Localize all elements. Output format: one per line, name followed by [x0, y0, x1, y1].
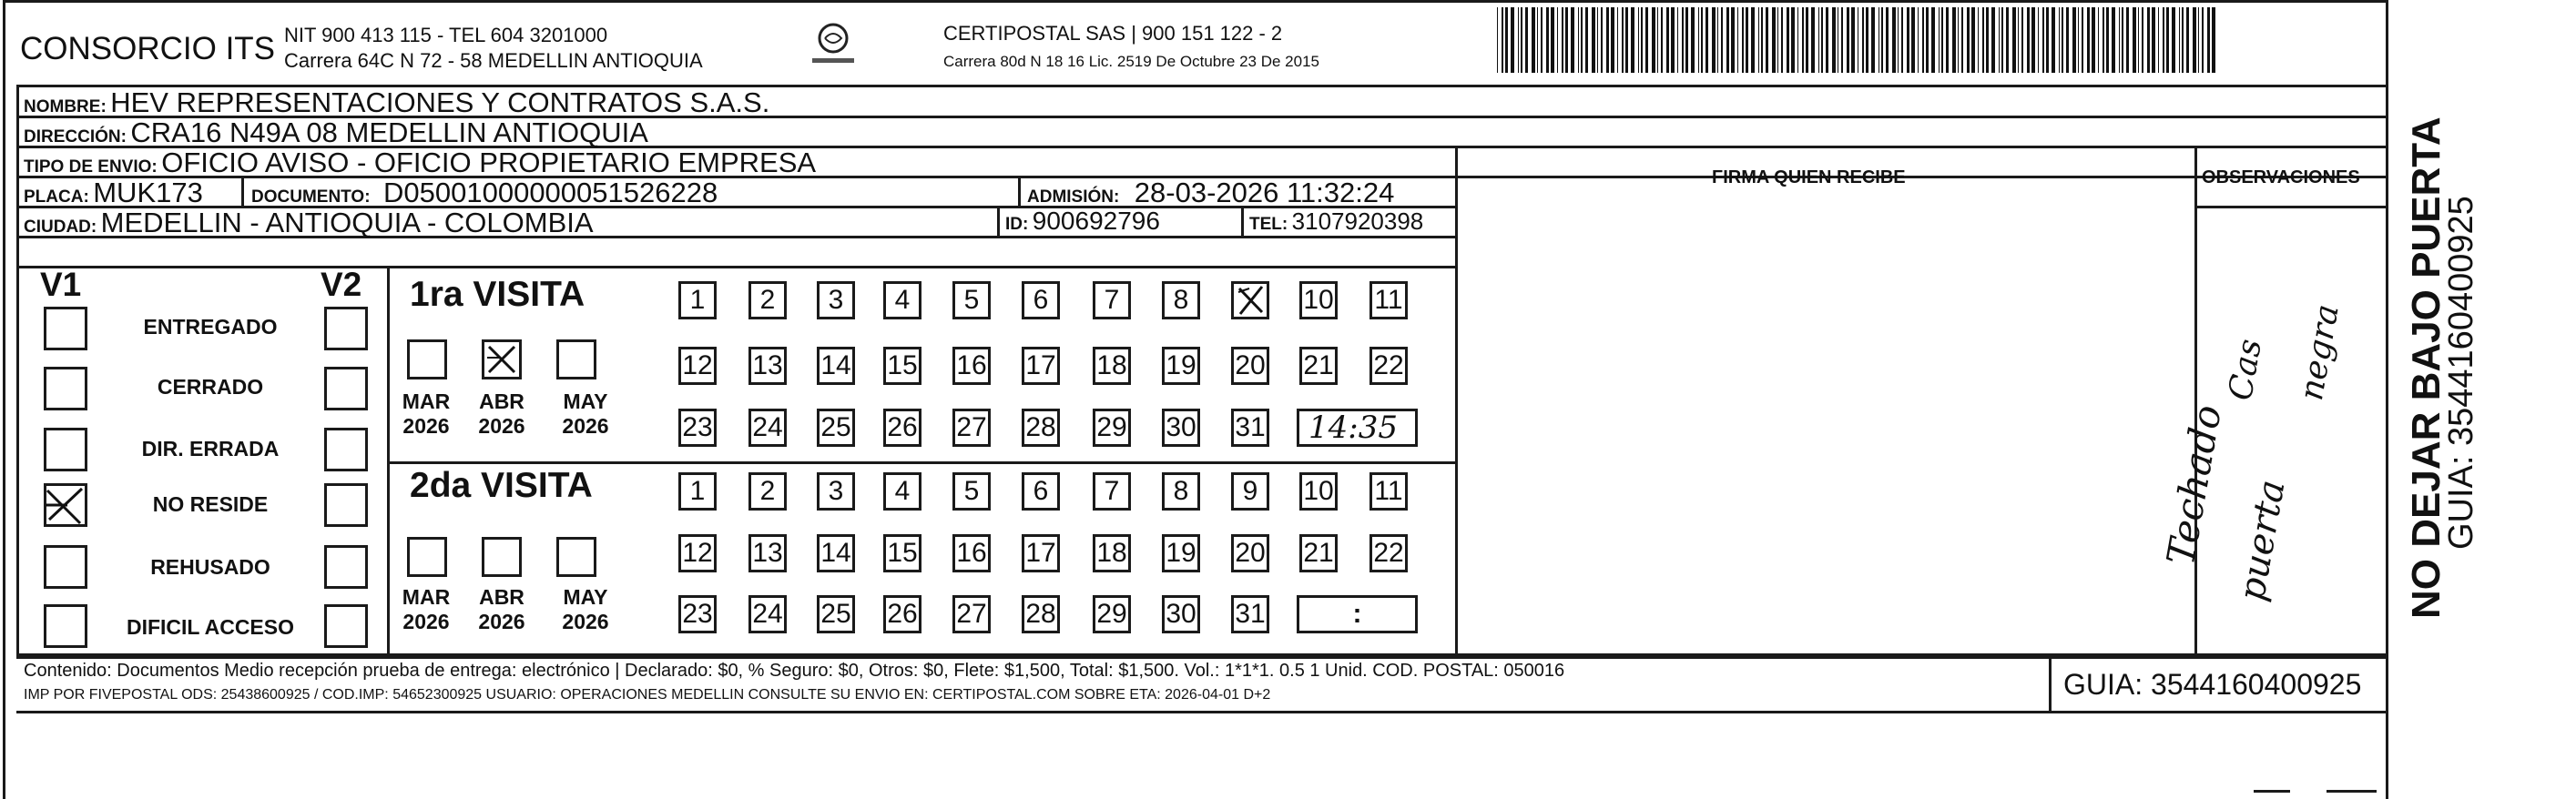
admision-field [1027, 177, 1394, 209]
direccion-value: CRA16 N49A 08 MEDELLIN ANTIOQUIA [130, 116, 648, 148]
first-visit-day-5[interactable]: 5 [952, 281, 991, 319]
first-visit-day-4[interactable]: 4 [883, 281, 921, 319]
side-notice: NO DEJAR BAJO PUERTA [2404, 116, 2449, 619]
placa-field [24, 177, 203, 209]
tipo-envio-label: TIPO DE ENVIO: [24, 157, 158, 177]
second-visit-month-abr: ABR 2026 [478, 585, 525, 633]
status-entregado: ENTREGADO [143, 315, 278, 339]
v1-entregado-checkbox[interactable] [44, 307, 87, 350]
ciudad-field [24, 207, 594, 239]
first-visit-month-may-checkbox[interactable] [556, 339, 596, 379]
ciudad-label: CIUDAD: [24, 217, 97, 237]
first-visit-day-7[interactable]: 7 [1093, 281, 1131, 319]
direccion-label: DIRECCIÓN: [24, 127, 127, 147]
v1-label: V1 [40, 266, 82, 303]
first-visit-day-1[interactable]: 1 [678, 281, 717, 319]
second-visit-day-25[interactable]: 25 [817, 595, 855, 633]
courier-address: Carrera 80d N 18 16 Lic. 2519 De Octubre 23 De 2015 [943, 53, 1319, 70]
second-visit-day-31[interactable]: 31 [1231, 595, 1269, 633]
documento-label: DOCUMENTO: [251, 187, 371, 207]
certipostal-logo [801, 20, 865, 75]
status-rehusado: REHUSADO [150, 555, 270, 579]
handwritten-note-2: Cas [2222, 336, 2270, 404]
first-visit-day-11[interactable]: 11 [1369, 281, 1408, 319]
company-nit: NIT 900 413 115 - TEL 604 3201000 [284, 24, 608, 46]
second-visit-month-mar-checkbox[interactable] [407, 537, 447, 577]
second-visit-day-21[interactable]: 21 [1299, 534, 1338, 572]
courier-name: CERTIPOSTAL SAS | 900 151 122 - 2 [943, 22, 1283, 45]
second-visit-day-23[interactable]: 23 [678, 595, 717, 633]
first-visit-day-18[interactable]: 18 [1093, 347, 1131, 385]
v1-dir-errada-checkbox[interactable] [44, 428, 87, 471]
first-visit-day-31[interactable]: 31 [1231, 409, 1269, 447]
first-visit-day-6[interactable]: 6 [1022, 281, 1060, 319]
first-visit-label: 1ra VISITA [410, 275, 585, 314]
documento-field [251, 177, 718, 209]
second-visit-day-17[interactable]: 17 [1022, 534, 1060, 572]
observations-handwriting [2158, 206, 2386, 656]
second-visit-day-29[interactable]: 29 [1093, 595, 1131, 633]
second-visit-day-8[interactable]: 8 [1162, 472, 1200, 511]
company-address: Carrera 64C N 72 - 58 MEDELLIN ANTIOQUIA [284, 49, 703, 72]
first-visit-day-15[interactable]: 15 [883, 347, 921, 385]
second-visit-day-13[interactable]: 13 [748, 534, 787, 572]
first-visit-day-21[interactable]: 21 [1299, 347, 1338, 385]
contenido-line: Contenido: Documentos Medio recepción prueba de entrega: electrónico | Declarado: $0, % Seguro: $0, Otros: $0, Flete: $1,500, Total: $1,500. Vol.: 1*1*1. 0.5 1 Unid. COD. POSTAL: 050016 [24, 661, 1565, 681]
id-field [1005, 207, 1160, 236]
first-visit-day-25[interactable]: 25 [817, 409, 855, 447]
first-visit-day-28[interactable]: 28 [1022, 409, 1060, 447]
second-visit-day-28[interactable]: 28 [1022, 595, 1060, 633]
v1-rehusado-checkbox[interactable] [44, 545, 87, 589]
first-visit-day-17[interactable]: 17 [1022, 347, 1060, 385]
guia-footer: GUIA: 3544160400925 [2063, 668, 2362, 701]
direccion-row [24, 116, 648, 149]
v2-entregado-checkbox[interactable] [324, 307, 368, 350]
bottom-rule [2254, 790, 2290, 793]
nombre-label: NOMBRE: [24, 97, 107, 116]
v2-dir-errada-checkbox[interactable] [324, 428, 368, 471]
status-no-reside: NO RESIDE [152, 492, 269, 516]
second-visit-day-15[interactable]: 15 [883, 534, 921, 572]
first-visit-month-mar-checkbox[interactable] [407, 339, 447, 379]
status-dir-errada: DIR. ERRADA [141, 437, 280, 460]
first-visit-day-29[interactable]: 29 [1093, 409, 1131, 447]
second-visit-day-22[interactable]: 22 [1369, 534, 1408, 572]
placa-label: PLACA: [24, 187, 89, 207]
first-visit-day-19[interactable]: 19 [1162, 347, 1200, 385]
second-visit-day-10[interactable]: 10 [1299, 472, 1338, 511]
handwritten-note-1: Techado [2158, 401, 2231, 569]
nombre-row [24, 86, 769, 119]
second-visit-day-7[interactable]: 7 [1093, 472, 1131, 511]
v2-no-reside-checkbox[interactable] [324, 483, 368, 527]
nombre-value: HEV REPRESENTACIONES Y CONTRATOS S.A.S. [110, 86, 770, 118]
documento-value: D05001000000051526228 [383, 177, 718, 208]
imp-line: IMP POR FIVEPOSTAL ODS: 25438600925 / COD.IMP: 54652300925 USUARIO: OPERACIONES MEDELLIN CONSULTE SU ENVIO EN: CERTIPOSTAL.COM SOBRE ETA: 2026-04-01 D+2 [24, 687, 1271, 703]
first-visit-time[interactable]: 14:35 [1297, 409, 1418, 447]
second-visit-day-4[interactable]: 4 [883, 472, 921, 511]
v1-dificil-acceso-checkbox[interactable] [44, 604, 87, 648]
first-visit-day-24[interactable]: 24 [748, 409, 787, 447]
handwritten-note-3: puerta [2231, 476, 2294, 604]
tel-field [1249, 207, 1423, 236]
second-visit-month-may: MAY 2026 [562, 585, 609, 633]
status-dificil-acceso: DIFICIL ACCESO [126, 615, 294, 639]
second-visit-month-abr-checkbox[interactable] [482, 537, 522, 577]
v2-cerrado-checkbox[interactable] [324, 367, 368, 410]
bottom-rule [2327, 790, 2377, 793]
barcode [1495, 7, 2219, 73]
admision-value: 28-03-2026 11:32:24 [1134, 177, 1395, 208]
tipo-envio-row [24, 147, 816, 179]
first-visit-month-may: MAY 2026 [562, 389, 609, 438]
id-label: ID: [1005, 215, 1029, 234]
first-visit-month-abr: ABR 2026 [478, 389, 525, 438]
second-visit-day-11[interactable]: 11 [1369, 472, 1408, 511]
firma-label: FIRMA QUIEN RECIBE [1712, 167, 1906, 187]
v2-label: V2 [321, 266, 362, 303]
second-visit-day-16[interactable]: 16 [952, 534, 991, 572]
first-visit-day-12[interactable]: 12 [678, 347, 717, 385]
first-visit-day-23[interactable]: 23 [678, 409, 717, 447]
second-visit-day-27[interactable]: 27 [952, 595, 991, 633]
company-name: CONSORCIO ITS [20, 31, 276, 66]
tipo-envio-value: OFICIO AVISO - OFICIO PROPIETARIO EMPRESA [161, 147, 817, 178]
observaciones-label: OBSERVACIONES [2202, 167, 2360, 187]
side-guia: GUIA: 3544160400925 [2442, 196, 2480, 550]
second-visit-time[interactable]: : [1297, 595, 1418, 633]
second-visit-day-5[interactable]: 5 [952, 472, 991, 511]
second-visit-month-may-checkbox[interactable] [556, 537, 596, 577]
first-visit-day-9[interactable] [1231, 281, 1269, 319]
first-visit-month-mar: MAR 2026 [402, 389, 451, 438]
second-visit-day-14[interactable]: 14 [817, 534, 855, 572]
second-visit-day-26[interactable]: 26 [883, 595, 921, 633]
second-visit-day-3[interactable]: 3 [817, 472, 855, 511]
second-visit-day-12[interactable]: 12 [678, 534, 717, 572]
id-value: 900692796 [1032, 207, 1160, 235]
first-visit-day-30[interactable]: 30 [1162, 409, 1200, 447]
first-visit-day-16[interactable]: 16 [952, 347, 991, 385]
second-visit-month-mar: MAR 2026 [402, 585, 451, 633]
first-visit-day-13[interactable]: 13 [748, 347, 787, 385]
first-visit-day-14[interactable]: 14 [817, 347, 855, 385]
first-visit-month-abr-checkbox[interactable] [482, 339, 522, 379]
first-visit-day-3[interactable]: 3 [817, 281, 855, 319]
v1-cerrado-checkbox[interactable] [44, 367, 87, 410]
first-visit-day-2[interactable]: 2 [748, 281, 787, 319]
admision-label: ADMISIÓN: [1027, 187, 1120, 207]
second-visit-day-24[interactable]: 24 [748, 595, 787, 633]
v2-dificil-acceso-checkbox[interactable] [324, 604, 368, 648]
v1-no-reside-checkbox[interactable] [44, 483, 87, 527]
placa-value: MUK173 [93, 177, 203, 208]
cross-mark-icon [1231, 281, 1269, 319]
first-visit-day-10[interactable]: 10 [1299, 281, 1338, 319]
second-visit-day-18[interactable]: 18 [1093, 534, 1131, 572]
v2-rehusado-checkbox[interactable] [324, 545, 368, 589]
first-visit-day-20[interactable]: 20 [1231, 347, 1269, 385]
first-visit-day-26[interactable]: 26 [883, 409, 921, 447]
second-visit-day-19[interactable]: 19 [1162, 534, 1200, 572]
second-visit-label: 2da VISITA [410, 466, 593, 505]
first-visit-day-8[interactable]: 8 [1162, 281, 1200, 319]
second-visit-day-20[interactable]: 20 [1231, 534, 1269, 572]
tel-label: TEL: [1249, 215, 1288, 234]
second-visit-day-9[interactable]: 9 [1231, 472, 1269, 511]
check-mark-icon [44, 483, 87, 527]
second-visit-day-2[interactable]: 2 [748, 472, 787, 511]
handwritten-note-4: negra [2293, 301, 2347, 404]
status-cerrado: CERRADO [157, 375, 264, 399]
second-visit-day-30[interactable]: 30 [1162, 595, 1200, 633]
second-visit-day-6[interactable]: 6 [1022, 472, 1060, 511]
first-visit-day-22[interactable]: 22 [1369, 347, 1408, 385]
second-visit-day-1[interactable]: 1 [678, 472, 717, 511]
first-visit-day-27[interactable]: 27 [952, 409, 991, 447]
ciudad-value: MEDELLIN - ANTIOQUIA - COLOMBIA [100, 207, 594, 238]
tel-value: 3107920398 [1291, 207, 1424, 235]
check-mark-icon [482, 339, 522, 379]
